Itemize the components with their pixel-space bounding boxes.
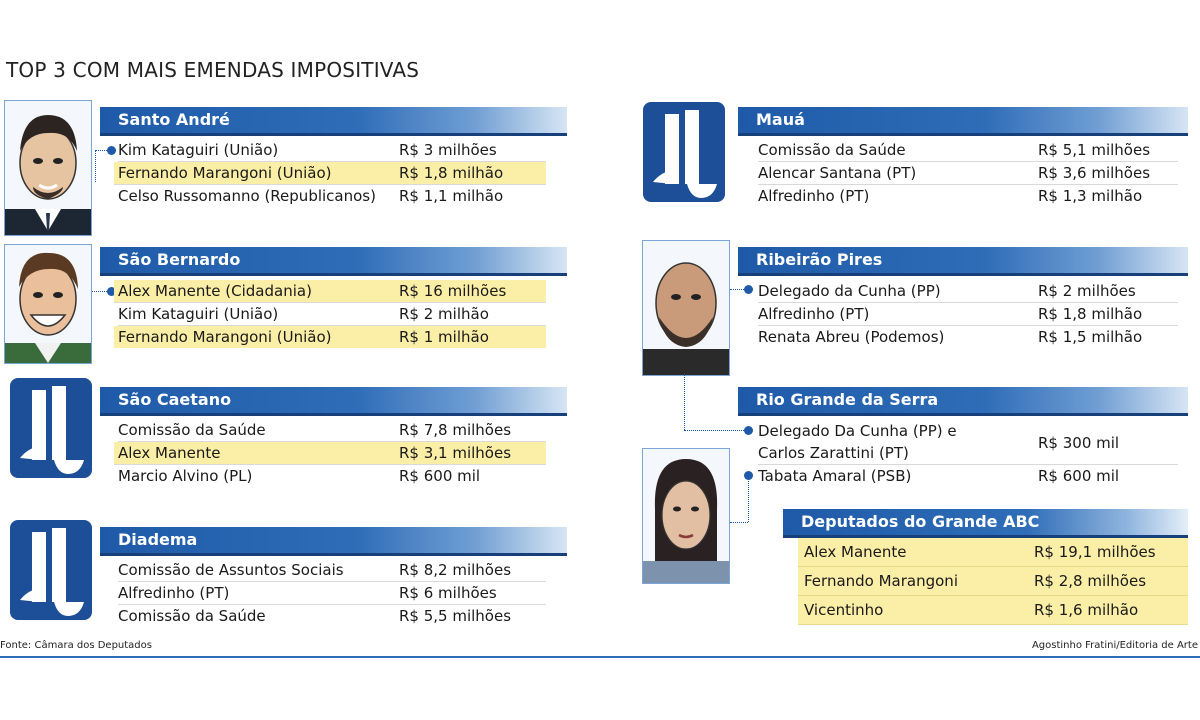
portrait-alex-manente: [4, 244, 92, 364]
table-row: [758, 185, 1178, 207]
table-row: [118, 185, 546, 207]
row-name: Alex Manente (Cidadania): [118, 282, 312, 300]
connector-dot: [107, 146, 116, 155]
row-value: R$ 600 mil: [1038, 467, 1120, 485]
row-name-line1: Delegado Da Cunha (PP) e: [758, 422, 957, 440]
row-name: Alfredinho (PT): [758, 305, 870, 323]
row-name: Comissão de Assuntos Sociais: [118, 561, 344, 579]
row-value: R$ 2 milhões: [1038, 282, 1136, 300]
row-value: R$ 2,8 milhões: [1034, 572, 1147, 590]
header-rio-grande-da-serra: [738, 387, 1188, 416]
row-name: Delegado da Cunha (PP): [758, 282, 941, 300]
connector-line: [95, 150, 107, 151]
table-row: [758, 303, 1178, 326]
table-row: [118, 419, 546, 442]
section-title: São Bernardo: [118, 250, 241, 269]
credit-note: Agostinho Fratini/Editoria de Arte: [1031, 640, 1198, 651]
header-diadema: [100, 527, 567, 556]
connector-line: [748, 476, 749, 522]
portrait-tabata-amaral: [642, 448, 730, 584]
row-value: R$ 1,8 milhão: [1038, 305, 1143, 323]
table-row: [758, 465, 1178, 487]
row-name: Vicentinho: [804, 601, 884, 619]
row-value: R$ 5,1 milhões: [1038, 141, 1151, 159]
row-value: R$ 1,5 milhão: [1038, 328, 1143, 346]
row-name: Comissão da Saúde: [118, 607, 266, 625]
table-row: [758, 420, 1178, 465]
row-name: Alencar Santana (PT): [758, 164, 917, 182]
header-maua: [738, 107, 1188, 136]
section-title: Deputados do Grande ABC: [801, 512, 1040, 531]
connector-line: [92, 291, 107, 292]
row-value: R$ 600 mil: [399, 467, 481, 485]
table-row: [798, 596, 1188, 625]
header-sao-bernardo: [100, 247, 567, 276]
row-value: R$ 1,6 milhão: [1034, 601, 1139, 619]
row-name: Celso Russomanno (Republicanos): [118, 187, 376, 205]
row-value: R$ 300 mil: [1038, 434, 1120, 452]
row-value: R$ 3,1 milhões: [399, 444, 512, 462]
row-value: R$ 19,1 milhões: [1034, 543, 1156, 561]
header-deputados-grande-abc: [783, 509, 1188, 538]
table-row: [758, 162, 1178, 185]
row-name: Fernando Marangoni (União): [118, 164, 332, 182]
connector-line: [684, 430, 744, 431]
header-sao-caetano: [100, 387, 567, 416]
row-name: Renata Abreu (Podemos): [758, 328, 945, 346]
row-value: R$ 5,5 milhões: [399, 607, 512, 625]
table-row: [114, 162, 546, 185]
row-name: Comissão da Saúde: [118, 421, 266, 439]
table-row: [758, 280, 1178, 303]
row-name: Fernando Marangoni: [804, 572, 958, 590]
section-title: Rio Grande da Serra: [756, 390, 939, 409]
row-name-line2: Carlos Zarattini (PT): [758, 444, 909, 462]
row-name: Kim Kataguiri (União): [118, 141, 279, 159]
header-santo-andre: [100, 107, 567, 136]
row-value: R$ 1,3 milhão: [1038, 187, 1143, 205]
row-name: Fernando Marangoni (União): [118, 328, 332, 346]
camara-logo-icon: [643, 102, 725, 202]
header-ribeirao-pires: [738, 247, 1188, 276]
table-row: [118, 303, 546, 326]
table-row: [758, 326, 1178, 348]
table-row: [114, 442, 546, 465]
table-row: [118, 465, 546, 487]
table-row: [798, 538, 1188, 567]
row-value: R$ 3 milhões: [399, 141, 497, 159]
row-value: R$ 1,1 milhão: [399, 187, 504, 205]
camara-logo-icon: [10, 378, 92, 478]
row-name: Comissão da Saúde: [758, 141, 906, 159]
section-title: Ribeirão Pires: [756, 250, 883, 269]
row-value: R$ 7,8 milhões: [399, 421, 512, 439]
row-value: R$ 1,8 milhão: [399, 164, 504, 182]
connector-dot: [744, 426, 753, 435]
row-value: R$ 1 milhão: [399, 328, 489, 346]
portrait-kim-kataguiri: [4, 100, 92, 236]
connector-line: [684, 374, 685, 430]
row-value: R$ 16 milhões: [399, 282, 507, 300]
row-value: R$ 3,6 milhões: [1038, 164, 1151, 182]
camara-logo-icon: [10, 520, 92, 620]
row-name: Marcio Alvino (PL): [118, 467, 253, 485]
connector-line: [730, 289, 744, 290]
row-name: Alfredinho (PT): [118, 584, 230, 602]
connector-line: [95, 150, 96, 182]
section-title: Mauá: [756, 110, 805, 129]
row-name: Alex Manente: [118, 444, 221, 462]
table-row: [118, 559, 546, 582]
source-note: Fonte: Câmara dos Deputados: [0, 640, 152, 651]
portrait-delegado-da-cunha: [642, 240, 730, 376]
row-value: R$ 2 milhão: [399, 305, 489, 323]
row-name: Alfredinho (PT): [758, 187, 870, 205]
table-row: [118, 139, 546, 162]
table-row: [758, 139, 1178, 162]
row-name: Tabata Amaral (PSB): [758, 467, 912, 485]
table-row: [798, 567, 1188, 596]
section-title: São Caetano: [118, 390, 232, 409]
row-value: R$ 8,2 milhões: [399, 561, 512, 579]
table-row: [114, 280, 546, 303]
connector-dot: [744, 285, 753, 294]
footer-divider: [0, 656, 1200, 658]
row-name: Alex Manente: [804, 543, 907, 561]
connector-line: [730, 522, 748, 523]
table-row: [118, 605, 546, 627]
row-name: Kim Kataguiri (União): [118, 305, 279, 323]
table-row: [118, 582, 546, 605]
section-title: Santo André: [118, 110, 230, 129]
section-title: Diadema: [118, 530, 198, 549]
row-value: R$ 6 milhões: [399, 584, 497, 602]
table-row: [114, 326, 546, 348]
page-title: TOP 3 COM MAIS EMENDAS IMPOSITIVAS: [6, 58, 420, 82]
